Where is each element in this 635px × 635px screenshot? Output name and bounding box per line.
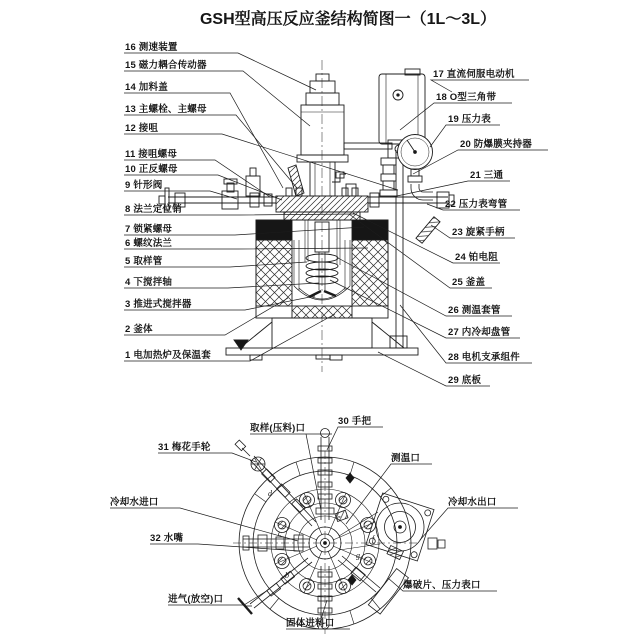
part-label-24: 24 铂电阻 (455, 252, 498, 263)
stirrer-and-internals (305, 220, 340, 297)
port-letter-d: d (268, 489, 272, 498)
lid-flange-circles (239, 457, 411, 629)
kettle-lid (246, 165, 368, 220)
servo-motor (379, 69, 425, 144)
part-label-4: 4 下搅拌轴 (125, 277, 173, 288)
part-label-18: 18 O型三角带 (436, 92, 497, 103)
membrane-holder-stack (380, 158, 397, 196)
part-label-17: 17 直流伺服电动机 (433, 69, 515, 80)
part-label-20: 20 防爆膜夹持器 (460, 139, 533, 150)
part-label-21: 21 三通 (470, 170, 504, 181)
part-label-14: 14 加料盖 (125, 82, 168, 93)
part-label-15: 15 磁力耦合传动器 (125, 60, 207, 71)
gas-vent-valve (238, 558, 312, 614)
part-label-2: 2 釜体 (125, 324, 153, 335)
part-label-8: 8 法兰定位销 (125, 204, 182, 215)
port-letter-b: b (285, 571, 289, 580)
port-label-solid-feed: 固体进料口 (286, 618, 335, 629)
part-label-13: 13 主螺栓、主螺母 (125, 104, 207, 115)
part-label-31-handwheel: 31 梅花手轮 (158, 442, 211, 453)
part-label-23: 23 旋紧手柄 (452, 227, 505, 238)
plum-handwheel-valve (235, 440, 316, 526)
part-label-1: 1 电加热炉及保温套 (125, 350, 211, 361)
part-label-16: 16 测速装置 (125, 42, 178, 53)
port-label-cooling-outlet: 冷却水出口 (448, 497, 497, 508)
port-label-temp: 测温口 (391, 453, 421, 464)
port-letter-e: e (337, 513, 341, 522)
port-label-sampling: 取样(压料)口 (250, 423, 306, 434)
part-label-11: 11 接咀螺母 (125, 149, 178, 160)
part-label-32-nozzle: 32 水嘴 (150, 533, 184, 544)
part-label-7: 7 锁紧螺母 (125, 224, 173, 235)
part-label-12: 12 接咀 (125, 123, 159, 134)
part-label-25: 25 釜盖 (452, 277, 486, 288)
part-label-29: 29 底板 (448, 375, 482, 386)
part-label-6: 6 螺纹法兰 (125, 238, 173, 249)
part-label-5: 5 取样管 (125, 256, 163, 267)
port-label-rupture-disc: 爆破片、压力表口 (403, 580, 481, 591)
part-label-9: 9 针形阀 (125, 180, 163, 191)
motor-mount (339, 493, 445, 561)
part-label-26: 26 测温套管 (448, 305, 501, 316)
part-label-27: 27 内冷却盘管 (448, 327, 511, 338)
port-letter-c: c (278, 529, 282, 538)
diagram-title: GSH型高压反应釜结构简图一（1L～3L） (199, 11, 497, 28)
rupture-disc-port (338, 556, 408, 614)
port-letter-f: f (372, 534, 375, 543)
port-label-gas-vent: 进气(放空)口 (168, 594, 224, 605)
part-label-30-handle: 30 手把 (338, 416, 372, 427)
part-label-3: 3 推进式搅拌器 (125, 299, 192, 310)
port-label-cooling-inlet: 冷却水进口 (110, 497, 159, 508)
part-label-28: 28 电机支承组件 (448, 352, 521, 363)
part-label-10: 10 正反螺母 (125, 164, 178, 175)
tighten-handle (416, 217, 440, 244)
port-letter-g: g (356, 551, 360, 560)
part-label-22: 22 压力表弯管 (445, 199, 508, 210)
part-label-19: 19 压力表 (448, 114, 491, 125)
